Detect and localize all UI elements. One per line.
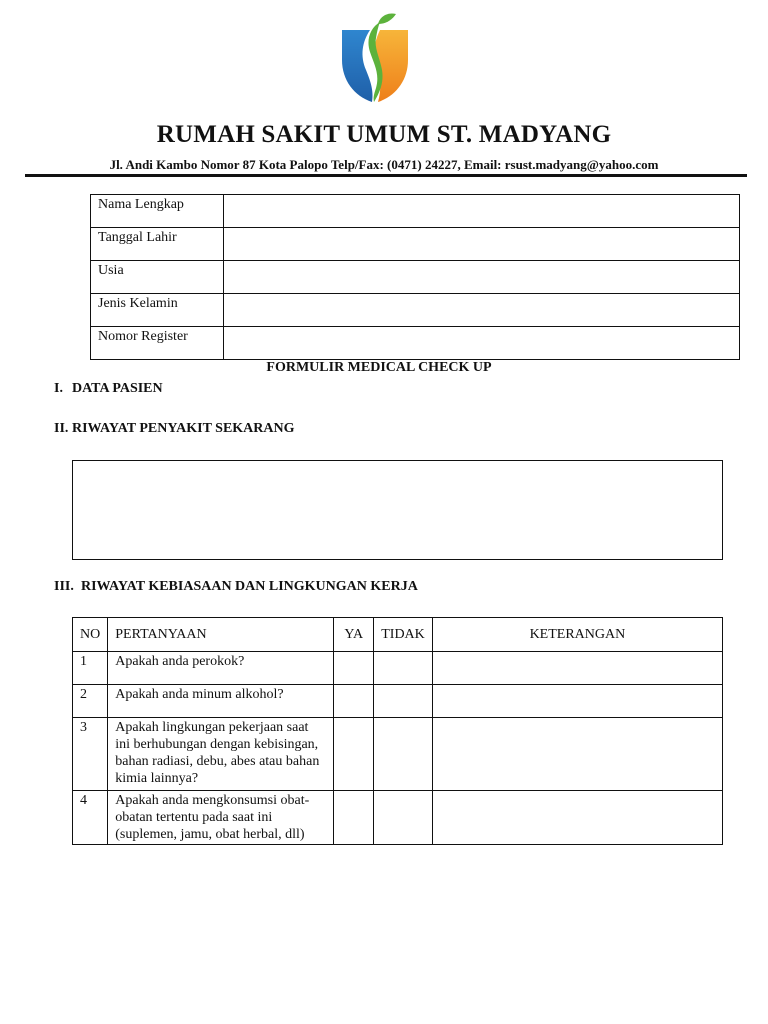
section-number: II. — [54, 421, 69, 436]
yes-cell[interactable] — [334, 685, 374, 718]
no-cell[interactable] — [374, 685, 433, 718]
no-cell[interactable] — [374, 718, 433, 791]
table-header-row — [73, 618, 723, 652]
section-title: RIWAYAT PENYAKIT SEKARANG — [72, 421, 295, 436]
header-yes: YA — [334, 618, 374, 652]
row-question: Apakah anda perokok? — [108, 652, 334, 685]
section-title: RIWAYAT KEBIASAAN DAN LINGKUNGAN KERJA — [81, 579, 418, 594]
hospital-address: Jl. Andi Kambo Nomor 87 Kota Palopo Telp/Fax: (0471) 24227, Email: rsust.madyang@yahoo.com — [109, 157, 659, 172]
yes-cell[interactable] — [334, 791, 374, 845]
patient-row-age — [91, 261, 740, 294]
row-number: 4 — [73, 791, 108, 845]
notes-cell[interactable] — [432, 718, 722, 791]
hospital-logo — [340, 12, 410, 106]
field-label: Nama Lengkap — [91, 195, 224, 228]
notes-cell[interactable] — [432, 652, 722, 685]
header-divider — [25, 174, 747, 177]
table-row — [73, 652, 723, 685]
table-row — [73, 791, 723, 845]
habits-table — [72, 617, 723, 845]
notes-cell[interactable] — [432, 791, 722, 845]
header-question: PERTANYAAN — [108, 618, 334, 652]
section-heading-patient-data — [54, 381, 163, 397]
patient-row-name — [91, 195, 740, 228]
notes-cell[interactable] — [432, 685, 722, 718]
row-number: 1 — [73, 652, 108, 685]
field-label: Nomor Register — [91, 327, 224, 360]
gender-field[interactable] — [224, 294, 740, 327]
age-field[interactable] — [224, 261, 740, 294]
field-label: Usia — [91, 261, 224, 294]
section-heading-habits — [54, 579, 418, 595]
section-heading-current-illness — [54, 421, 295, 437]
no-cell[interactable] — [374, 652, 433, 685]
row-number: 3 — [73, 718, 108, 791]
section-title: DATA PASIEN — [72, 381, 163, 396]
patient-row-birthdate — [91, 228, 740, 261]
row-question: Apakah anda minum alkohol? — [108, 685, 334, 718]
patient-row-gender — [91, 294, 740, 327]
no-cell[interactable] — [374, 791, 433, 845]
field-label: Jenis Kelamin — [91, 294, 224, 327]
table-row — [73, 685, 723, 718]
current-illness-textbox[interactable] — [72, 460, 723, 560]
section-number: I. — [54, 381, 63, 396]
patient-data-table — [90, 194, 740, 360]
yes-cell[interactable] — [334, 718, 374, 791]
header-notes: KETERANGAN — [432, 618, 722, 652]
patient-row-register — [91, 327, 740, 360]
field-label: Tanggal Lahir — [91, 228, 224, 261]
hospital-name: RUMAH SAKIT UMUM ST. MADYANG — [156, 121, 612, 148]
row-number: 2 — [73, 685, 108, 718]
header-no: NO — [73, 618, 108, 652]
register-number-field[interactable] — [224, 327, 740, 360]
name-field[interactable] — [224, 195, 740, 228]
header-no-answer: TIDAK — [374, 618, 433, 652]
table-row — [73, 718, 723, 791]
form-title: FORMULIR MEDICAL CHECK UP — [266, 360, 492, 375]
yes-cell[interactable] — [334, 652, 374, 685]
row-question: Apakah lingkungan pekerjaan saat ini berhubungan dengan kebisingan, bahan radiasi, debu, abes atau bahan kimia lainnya? — [108, 718, 334, 791]
section-number: III. — [54, 579, 74, 594]
row-question: Apakah anda mengkonsumsi obat-obatan tertentu pada saat ini (suplemen, jamu, obat herbal, dll) — [108, 791, 334, 845]
birthdate-field[interactable] — [224, 228, 740, 261]
